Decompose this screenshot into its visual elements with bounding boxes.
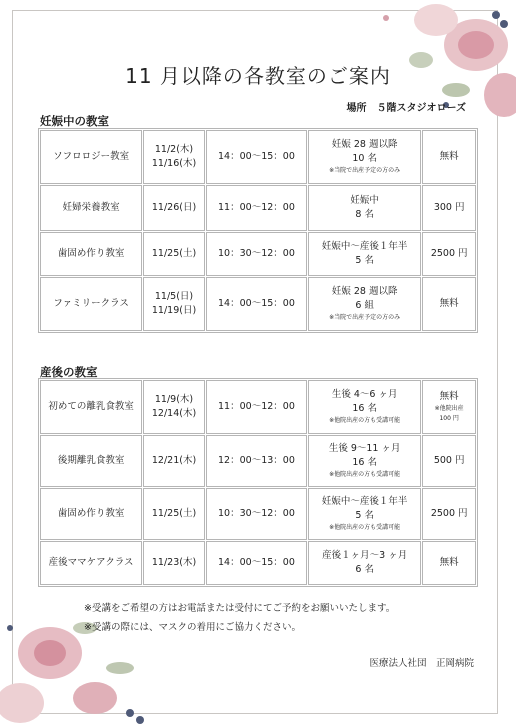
cell-text: 11/9(木)	[154, 394, 194, 405]
fee-cell	[422, 185, 476, 231]
time-cell	[206, 277, 307, 331]
cell-text: 14：00～15：00	[218, 151, 295, 162]
target-capacity-cell	[308, 541, 421, 585]
class-name-cell	[40, 488, 142, 540]
date-cell	[143, 130, 205, 184]
cell-text: 11/23(木)	[151, 557, 197, 568]
cell-text: 2500 円	[430, 248, 468, 259]
cell-text: 無料	[439, 298, 459, 309]
postpartum-class-table	[38, 378, 478, 587]
note-text: ※他院出産の方も受講可能	[329, 417, 401, 424]
target-capacity-cell	[308, 380, 421, 434]
time-cell	[206, 380, 307, 434]
page-title: 11 月以降の各教室のご案内	[125, 64, 391, 88]
time-cell	[206, 232, 307, 276]
fee-cell	[422, 435, 476, 487]
cell-text: 妊娠中～産後１年半	[321, 496, 408, 507]
table-row	[40, 488, 476, 540]
fee-cell	[422, 380, 476, 434]
cell-text: 妊娠中～産後１年半	[321, 241, 408, 252]
cell-text: ファミリークラス	[53, 298, 129, 309]
cell-text: 妊娠 28 週以降	[331, 139, 398, 150]
fee-cell	[422, 130, 476, 184]
date-cell	[143, 488, 205, 540]
time-cell	[206, 130, 307, 184]
target-capacity-cell	[308, 488, 421, 540]
cell-text: 無料	[439, 391, 459, 402]
class-name-cell	[40, 185, 142, 231]
table-row	[40, 380, 476, 434]
cell-text: 妊娠中	[350, 195, 379, 206]
cell-text: 11/25(土)	[151, 248, 197, 259]
target-capacity-cell	[308, 277, 421, 331]
cell-text: 歯固め作り教室	[57, 248, 125, 259]
date-cell	[143, 185, 205, 231]
class-name-cell	[40, 380, 142, 434]
target-capacity-cell	[308, 130, 421, 184]
target-capacity-cell	[308, 185, 421, 231]
cell-text: 生後 9～11 ヶ月	[328, 443, 401, 454]
cell-text: 産後ママケアクラス	[48, 557, 134, 568]
section-heading-postpartum: 産後の教室	[40, 365, 98, 379]
fee-cell	[422, 232, 476, 276]
cell-text: 11：00～12：00	[218, 202, 295, 213]
cell-text: 6 組	[355, 300, 374, 311]
cell-text: 10：30～12：00	[218, 508, 295, 519]
date-cell	[143, 380, 205, 434]
venue-text: 場所 ５階スタジオローズ	[346, 103, 466, 114]
note-text: 100 円	[439, 415, 459, 422]
note-text: ※他院出産の方も受講可能	[329, 524, 401, 531]
cell-text: 歯固め作り教室	[57, 508, 125, 519]
class-name-cell	[40, 541, 142, 585]
cell-text: 5 名	[355, 510, 374, 521]
cell-text: 2500 円	[430, 508, 468, 519]
cell-text: 後期離乳食教室	[57, 455, 125, 466]
class-name-cell	[40, 130, 142, 184]
cell-text: 生後 4～6 ヶ月	[331, 389, 398, 400]
time-cell	[206, 541, 307, 585]
note-text: ※当院で出産予定の方のみ	[329, 167, 401, 174]
cell-text: 16 名	[352, 457, 377, 468]
target-capacity-cell	[308, 232, 421, 276]
section-heading-pregnancy: 妊娠中の教室	[40, 114, 109, 128]
cell-text: 11/26(日)	[151, 202, 197, 213]
date-cell	[143, 232, 205, 276]
fee-cell	[422, 488, 476, 540]
table-row	[40, 185, 476, 231]
cell-text: 11/19(日)	[151, 305, 197, 316]
time-cell	[206, 488, 307, 540]
cell-text: 500 円	[433, 455, 465, 466]
cell-text: 8 名	[355, 209, 374, 220]
cell-text: 10：30～12：00	[218, 248, 295, 259]
fee-cell	[422, 541, 476, 585]
footnote-mask: ※受講の際には、マスクの着用にご協力ください。	[84, 622, 301, 633]
time-cell	[206, 185, 307, 231]
fee-cell	[422, 277, 476, 331]
date-cell	[143, 435, 205, 487]
table-row	[40, 435, 476, 487]
time-cell	[206, 435, 307, 487]
class-name-cell	[40, 435, 142, 487]
pregnancy-class-table	[38, 128, 478, 333]
cell-text: 14：00～15：00	[218, 298, 295, 309]
cell-text: 12：00～13：00	[218, 455, 295, 466]
cell-text: 11/16(木)	[151, 158, 197, 169]
cell-text: 11/25(土)	[151, 508, 197, 519]
class-name-cell	[40, 277, 142, 331]
cell-text: 妊娠 28 週以降	[331, 286, 398, 297]
note-text: ※当院で出産予定の方のみ	[329, 314, 401, 321]
organization-name: 医療法人社団 正岡病院	[369, 658, 474, 669]
table-row	[40, 277, 476, 331]
cell-text: 14：00～15：00	[218, 557, 295, 568]
cell-text: ソフロロジー教室	[53, 151, 130, 162]
table-row	[40, 541, 476, 585]
cell-text: 16 名	[352, 403, 377, 414]
cell-text: 10 名	[352, 153, 377, 164]
target-capacity-cell	[308, 435, 421, 487]
cell-text: 初めての離乳食教室	[48, 401, 134, 412]
cell-text: 12/21(木)	[151, 455, 197, 466]
date-cell	[143, 541, 205, 585]
class-name-cell	[40, 232, 142, 276]
note-text: ※他院出産	[434, 405, 464, 412]
table-row	[40, 232, 476, 276]
cell-text: 6 名	[355, 564, 374, 575]
cell-text: 11：00～12：00	[218, 401, 295, 412]
cell-text: 11/5(日)	[154, 291, 194, 302]
cell-text: 無料	[439, 151, 459, 162]
footnote-reservation: ※受講をご希望の方はお電話または受付にてご予約をお願いいたします。	[84, 603, 396, 614]
table-row	[40, 130, 476, 184]
cell-text: 11/2(木)	[154, 144, 194, 155]
cell-text: 無料	[439, 557, 459, 568]
cell-text: 300 円	[433, 202, 465, 213]
cell-text: 産後１ヶ月～3 ヶ月	[322, 550, 408, 561]
date-cell	[143, 277, 205, 331]
cell-text: 12/14(木)	[151, 408, 197, 419]
cell-text: 5 名	[355, 255, 374, 266]
cell-text: 妊婦栄養教室	[62, 202, 120, 213]
note-text: ※他院出産の方も受講可能	[329, 471, 401, 478]
